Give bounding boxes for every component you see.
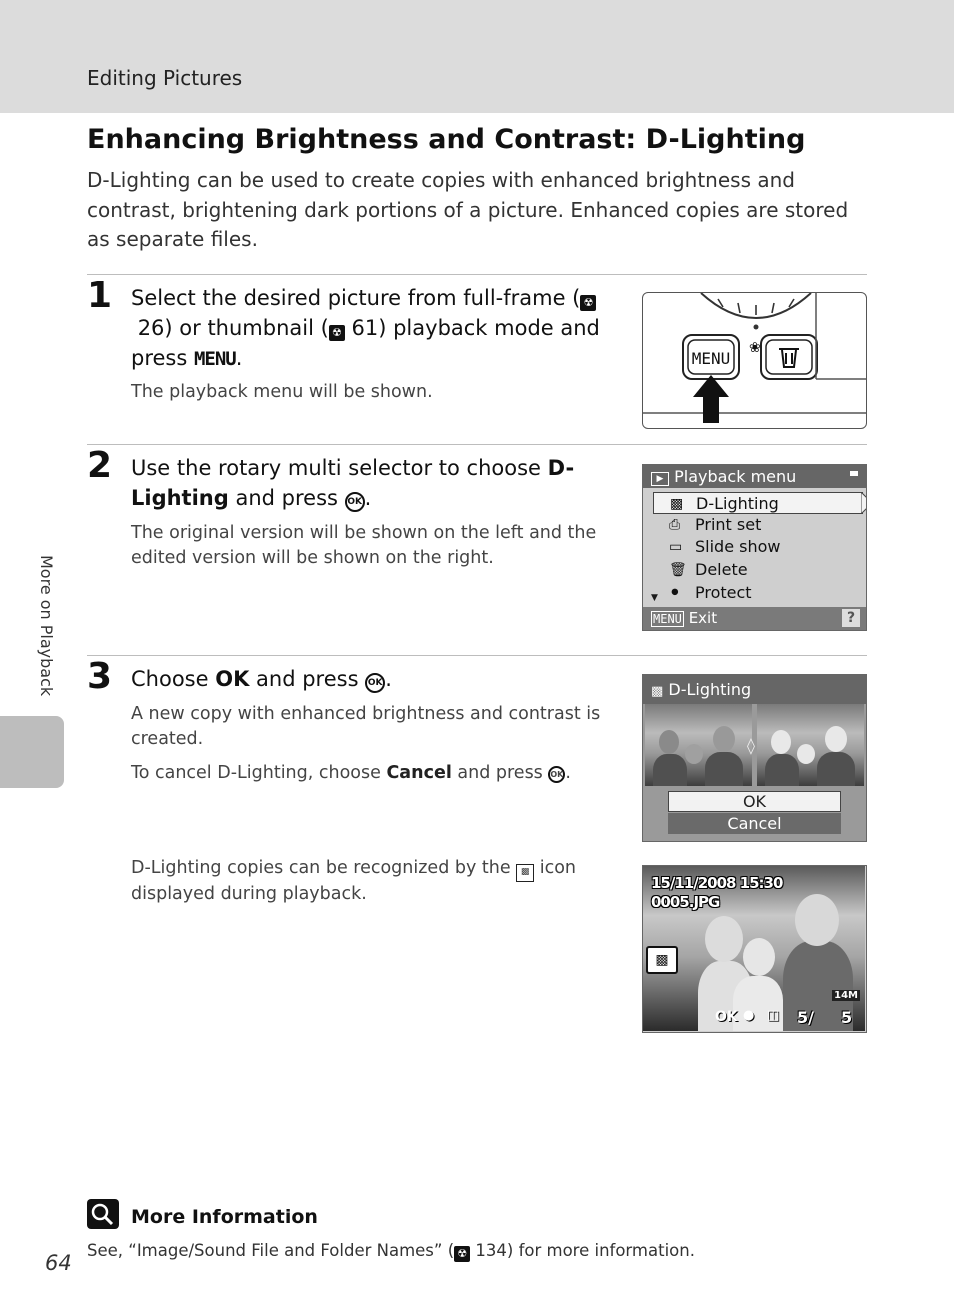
d-lighting-header bbox=[643, 675, 866, 704]
menu-item-label: Protect bbox=[695, 583, 752, 602]
svg-text:MENU: MENU bbox=[691, 349, 731, 368]
d-lighting-title: D-Lighting bbox=[668, 680, 752, 699]
step-2-number: 2 bbox=[87, 445, 113, 486]
playback-menu-screen bbox=[642, 464, 867, 631]
step-3-note-2: To cancel D-Lighting, choose Cancel and press OK . bbox=[131, 763, 571, 783]
svg-text:❀: ❀ bbox=[749, 340, 761, 356]
trash-icon: 🗑 bbox=[669, 562, 687, 578]
exit-label: Exit bbox=[688, 609, 718, 627]
step-1-ref-b: 61 bbox=[351, 316, 379, 340]
recognition-note bbox=[131, 856, 611, 907]
help-icon: ? bbox=[842, 609, 860, 627]
total-frames: 5 bbox=[841, 1008, 853, 1027]
menu-item-protect[interactable] bbox=[653, 582, 863, 604]
reference-icon: ☢ bbox=[580, 295, 596, 311]
step-1-text-a: Select the desired picture from full-frame ( bbox=[131, 286, 581, 310]
more-info-text-a: See, “Image/Sound File and Folder Names” ( bbox=[87, 1241, 455, 1260]
internal-memory-icon: ◫ bbox=[767, 1008, 780, 1023]
step-3-note-1: A new copy with enhanced brightness and contrast is created. bbox=[131, 704, 601, 749]
full-frame-playback-screen bbox=[642, 865, 867, 1033]
step-1-note: The playback menu will be shown. bbox=[131, 382, 433, 402]
original-photo bbox=[645, 704, 752, 786]
header-band bbox=[0, 0, 954, 113]
step-3-number: 3 bbox=[87, 656, 113, 697]
menu-button-icon: MENU bbox=[193, 348, 236, 370]
step-2-note: The original version will be shown on the left and the edited version will be shown on the right. bbox=[131, 523, 597, 568]
step-1-text-c: ) playback mode and press bbox=[131, 316, 600, 370]
option-cancel-label: Cancel bbox=[727, 814, 782, 833]
camera-back-illustration bbox=[642, 292, 867, 429]
step-1-number: 1 bbox=[87, 275, 113, 316]
compare-arrow-icon: ◊ bbox=[747, 736, 755, 755]
side-chapter-text: More on Playback bbox=[37, 555, 56, 697]
playback-menu-title: Playback menu bbox=[674, 467, 797, 486]
chapter-tab bbox=[0, 716, 64, 788]
step-3-note-2-a: To cancel D-Lighting, choose bbox=[131, 763, 387, 783]
option-cancel[interactable] bbox=[668, 813, 841, 834]
menu-item-d-lighting[interactable] bbox=[653, 492, 863, 514]
d-lighting-badge-icon: ▩ bbox=[646, 946, 678, 974]
ok-button-icon: OK bbox=[345, 492, 365, 512]
playback-menu-footer bbox=[643, 607, 866, 630]
slideshow-icon: ▭ bbox=[669, 539, 683, 555]
section-title: Editing Pictures bbox=[87, 66, 243, 90]
recognition-text-b: icon displayed during playback. bbox=[131, 858, 577, 904]
reference-icon: ☢ bbox=[329, 325, 345, 341]
step-1-title: Select the desired picture from full-frame ( ☢ 26) or thumbnail ( ☢ 61) playback mode and press MENU. bbox=[131, 286, 600, 370]
step-2-bold: D-Lighting bbox=[131, 456, 575, 510]
step-3-title: Choose OK and press OK . bbox=[131, 667, 392, 691]
divider bbox=[87, 655, 867, 656]
step-3-note-2-bold: Cancel bbox=[386, 763, 452, 783]
divider bbox=[87, 444, 867, 445]
ok-button-icon: OK bbox=[548, 766, 565, 783]
menu-item-label: Slide show bbox=[695, 537, 781, 556]
menu-item-slide-show[interactable] bbox=[653, 536, 863, 558]
step-1-text-b: ) or thumbnail ( bbox=[164, 316, 329, 340]
playback-menu-header bbox=[643, 465, 866, 488]
step-3-note-2-b: and press bbox=[451, 763, 549, 783]
menu-item-label: Delete bbox=[695, 560, 748, 579]
more-information-icon bbox=[87, 1199, 119, 1229]
more-info-text-b: ) for more information. bbox=[506, 1241, 695, 1260]
date-time: 15/11/2008 15:30 bbox=[651, 874, 783, 892]
step-3-text-a: Choose bbox=[131, 667, 216, 691]
frame-number: 5/ bbox=[797, 1008, 814, 1027]
option-ok-label: OK bbox=[742, 792, 767, 811]
more-information-heading: More Information bbox=[131, 1206, 318, 1228]
scroll-indicator-icon bbox=[850, 471, 858, 476]
menu-item-delete[interactable] bbox=[653, 559, 863, 581]
menu-item-print-set[interactable] bbox=[653, 514, 863, 536]
option-ok[interactable] bbox=[668, 791, 841, 812]
d-lighting-screen bbox=[642, 674, 867, 842]
step-2-text-b: and press bbox=[228, 486, 345, 510]
recognition-text-a: D-Lighting copies can be recognized by the bbox=[131, 858, 517, 878]
file-name: 0005.JPG bbox=[651, 893, 720, 911]
printer-icon: ⎙ bbox=[669, 517, 681, 533]
page-title: Enhancing Brightness and Contrast: D-Lighting bbox=[87, 124, 806, 155]
more-info-ref: 134 bbox=[475, 1241, 507, 1260]
d-lighting-icon: ▩ bbox=[516, 864, 534, 882]
step-3-text-b: and press bbox=[249, 667, 366, 691]
voice-memo-icon: ● bbox=[743, 1008, 755, 1023]
playback-icon: ▶ bbox=[651, 472, 669, 486]
camera-buttons-icon bbox=[643, 293, 867, 429]
menu-item-label: Print set bbox=[695, 515, 762, 534]
step-3-bold: OK bbox=[215, 667, 250, 691]
page-number: 64 bbox=[45, 1251, 72, 1275]
menu-key-icon: MENU bbox=[653, 612, 682, 626]
edited-photo bbox=[757, 704, 864, 786]
step-2-text-a: Use the rotary multi selector to choose bbox=[131, 456, 548, 480]
divider bbox=[87, 274, 867, 275]
d-lighting-icon: ▩ bbox=[651, 684, 664, 699]
image-size-icon: 14M bbox=[834, 990, 858, 1001]
ok-indicator: OK bbox=[715, 1009, 738, 1025]
d-lighting-icon: ▩ bbox=[670, 496, 684, 512]
menu-item-label: D-Lighting bbox=[696, 494, 779, 513]
reference-icon: ☢ bbox=[454, 1246, 470, 1262]
side-chapter-label bbox=[36, 555, 60, 705]
intro-paragraph: D-Lighting can be used to create copies with enhanced brightness and contrast, brightening dark portions of a picture. Enhanced copies are stored as separate files. bbox=[87, 168, 849, 251]
step-2-title: Use the rotary multi selector to choose D-Lighting and press OK . bbox=[131, 456, 575, 510]
ok-button-icon: OK bbox=[365, 673, 385, 693]
step-1-ref-a: 26 bbox=[137, 316, 165, 340]
key-icon: ⚫ bbox=[669, 585, 681, 601]
more-information-text bbox=[87, 1241, 695, 1262]
selection-arrow-icon bbox=[861, 492, 867, 514]
scroll-down-icon: ▼ bbox=[651, 593, 658, 603]
